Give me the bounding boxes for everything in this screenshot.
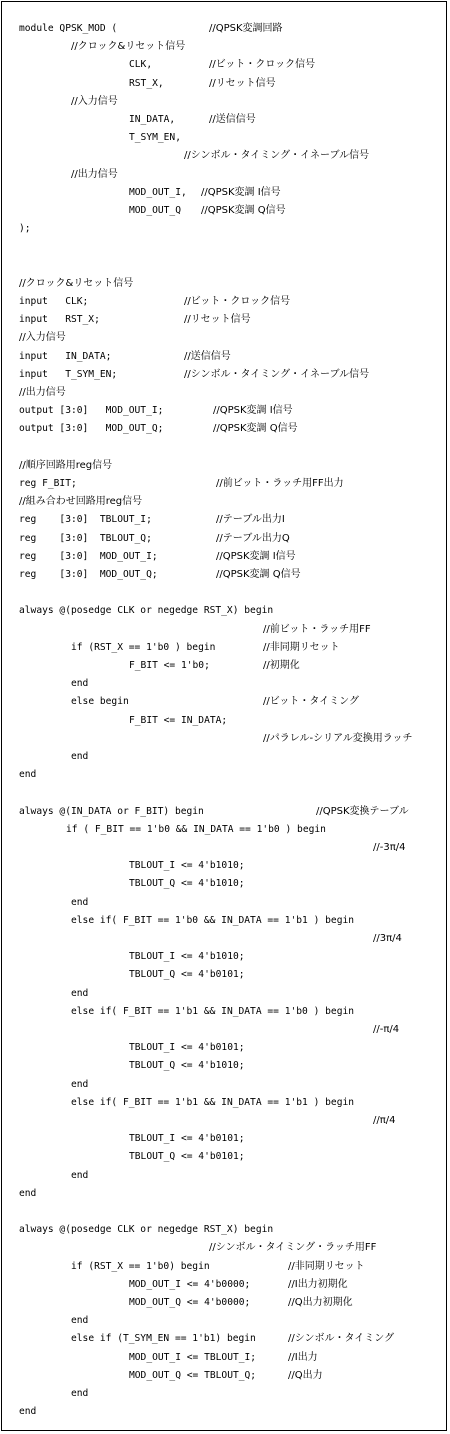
code-line [2,712,448,730]
code-line [2,129,448,147]
code-text: end [19,1406,37,1418]
code-line [2,1185,448,1203]
code-line [2,1312,448,1330]
code-text: RST_X, [129,77,164,89]
code-text: if (RST_X == 1'b0) begin [71,1260,210,1272]
code-comment: //シンボル・タイミング・ラッチ用FF [209,1242,377,1254]
code-text: reg [3:0] TBLOUT_Q; [19,532,152,544]
code-comment: //パラレル-シリアル変換用ラッチ [263,732,413,744]
code-line [2,1130,448,1148]
code-line [2,1039,448,1057]
code-line [2,548,448,566]
code-comment: //シンボル・タイミング・イネーブル信号 [184,368,370,380]
code-line [2,20,448,38]
code-line [2,966,448,984]
code-line [2,748,448,766]
code-text: output [3:0] MOD_OUT_I; [19,405,164,417]
code-comment: //送信信号 [209,114,256,125]
code-comment: //QPSK変調 Q信号 [213,423,298,435]
code-line [2,803,448,821]
code-line [2,184,448,202]
code-line [2,220,448,238]
code-line [2,311,448,329]
code-comment: //テーブル出力Q [216,532,290,544]
code-text: always @(posedge CLK or negedge RST_X) begin [19,605,274,617]
code-line [2,766,448,784]
code-line [2,1276,448,1294]
code-text: always @(IN_DATA or F_BIT) begin [19,805,204,817]
code-text: end [71,896,89,908]
code-comment: //QPSK変調回路 [209,23,283,34]
code-text: CLK, [129,59,153,71]
code-line [2,402,448,420]
code-text: input CLK; [19,296,89,307]
code-line [2,1112,448,1130]
code-text: output [3:0] MOD_OUT_Q; [19,423,164,435]
code-comment: //QPSK変調 I信号 [213,405,293,417]
code-comment: //初期化 [263,660,300,671]
code-line [2,1057,448,1075]
code-line [2,894,448,912]
code-text: MOD_OUT_Q [129,205,181,216]
code-text: else if (T_SYM_EN == 1'b1) begin [71,1333,256,1345]
code-comment: //入力信号 [19,332,66,344]
code-comment: //リセット信号 [209,77,276,89]
code-text: TBLOUT_I <= 4'b1010; [129,951,245,963]
code-line [2,584,448,602]
code-line [2,1258,448,1276]
code-text: MOD_OUT_Q <= 4'b0000; [129,1297,251,1308]
code-line [2,475,448,493]
code-line [2,439,448,457]
code-text: F_BIT <= 1'b0; [129,660,210,671]
code-comment: //非同期リセット [288,1260,365,1272]
code-line [2,1003,448,1021]
code-comment: //非同期リセット [263,641,340,653]
code-line [2,530,448,548]
code-line [2,329,448,347]
code-listing-frame [1,1,447,1431]
code-line [2,1385,448,1403]
code-comment: //リセット信号 [184,314,251,326]
code-line [2,1239,448,1257]
code-text: else if( F_BIT == 1'b1 && IN_DATA == 1'b1 ) begin [71,1096,355,1108]
code-text: TBLOUT_Q <= 4'b1010; [129,878,245,890]
code-line [2,348,448,366]
code-line [2,257,448,275]
code-text: end [19,769,37,781]
code-line [2,511,448,529]
code-text: input IN_DATA; [19,350,112,362]
code-text: always @(posedge CLK or negedge RST_X) begin [19,1224,274,1236]
code-line [2,857,448,875]
code-line [2,1076,448,1094]
code-line [2,293,448,311]
code-line [2,821,448,839]
code-line [2,147,448,165]
code-line [2,912,448,930]
code-text: else if( F_BIT == 1'b0 && IN_DATA == 1'b1 ) begin [71,914,355,926]
code-line [2,621,448,639]
code-text: reg [3:0] MOD_OUT_Q; [19,569,158,580]
code-comment: //入力信号 [71,95,118,107]
code-line [2,384,448,402]
code-text: TBLOUT_Q <= 4'b0101; [129,1151,245,1163]
code-line [2,1094,448,1112]
code-line [2,1294,448,1312]
code-line [2,985,448,1003]
code-line [2,1021,448,1039]
code-text: if (RST_X == 1'b0 ) begin [71,641,216,653]
code-line [2,1148,448,1166]
code-comment: //順序回路用reg信号 [19,459,113,471]
code-line [2,675,448,693]
code-line [2,930,448,948]
code-comment: //出力信号 [71,168,118,180]
code-comment: //ビット・クロック信号 [184,296,291,307]
code-text: reg F_BIT; [19,478,77,489]
code-line [2,457,448,475]
code-comment: //テーブル出力I [216,514,285,526]
code-text: end [71,987,89,999]
code-comment: //シンボル・タイミング・イネーブル信号 [184,150,370,162]
code-text: end [71,1315,89,1327]
code-text: end [71,751,89,762]
code-line [2,657,448,675]
code-line [2,1203,448,1221]
code-line [2,1403,448,1421]
code-line [2,1221,448,1239]
code-comment: //QPSK変換テーブル [316,805,409,817]
code-line [2,93,448,111]
code-line [2,784,448,802]
verilog-code-listing [2,2,448,1432]
code-text: TBLOUT_Q <= 4'b0101; [129,969,245,981]
code-comment: //QPSK変調 Q信号 [201,205,286,216]
code-text: else begin [71,696,129,708]
code-text: module QPSK_MOD ( [19,23,118,34]
code-comment: //クロック&リセット信号 [19,277,134,289]
code-comment: //ビット・クロック信号 [209,59,316,71]
code-line [2,1167,448,1185]
code-text: TBLOUT_Q <= 4'b1010; [129,1060,245,1072]
code-line [2,1349,448,1367]
code-comment: //送信信号 [184,350,231,362]
code-comment: //QPSK変調 Q信号 [216,569,301,580]
code-comment: //シンボル・タイミング [288,1333,395,1345]
code-line [2,493,448,511]
code-text: end [71,1169,89,1181]
code-line [2,602,448,620]
code-line [2,202,448,220]
code-line [2,238,448,256]
code-comment: //前ビット・ラッチ用FF出力 [216,478,344,489]
code-line [2,875,448,893]
code-line [2,693,448,711]
code-text: end [71,1078,89,1090]
code-comment: //Q出力 [288,1369,323,1381]
code-text: if ( F_BIT == 1'b0 && IN_DATA == 1'b0 ) begin [66,823,326,835]
code-comment: //QPSK変調 I信号 [201,186,281,198]
code-comment: //Q出力初期化 [288,1297,353,1308]
code-text: end [71,1388,89,1399]
code-comment: //前ビット・ラッチ用FF [263,623,371,635]
code-line [2,948,448,966]
code-comment: //I出力初期化 [288,1278,348,1290]
code-text: TBLOUT_I <= 4'b1010; [129,860,245,872]
code-comment: //-π/4 [373,1024,400,1035]
code-comment: //組み合わせ回路用reg信号 [19,496,143,508]
code-line [2,275,448,293]
code-text: TBLOUT_I <= 4'b0101; [129,1133,245,1145]
code-line [2,366,448,384]
code-text: input RST_X; [19,314,100,326]
code-line [2,420,448,438]
code-line [2,1367,448,1385]
code-line [2,166,448,184]
code-line [2,111,448,129]
code-comment: //ビット・タイミング [263,696,359,708]
code-comment: //出力信号 [19,387,66,398]
code-line [2,75,448,93]
code-text: end [19,1187,37,1199]
code-text: reg [3:0] MOD_OUT_I; [19,550,158,562]
code-text: else if( F_BIT == 1'b1 && IN_DATA == 1'b0 ) begin [71,1005,355,1017]
code-text: MOD_OUT_Q <= TBLOUT_Q; [129,1369,257,1381]
code-text: MOD_OUT_I, [129,186,187,198]
code-comment: //クロック&リセット信号 [71,41,186,53]
code-line [2,1330,448,1348]
code-text: MOD_OUT_I <= TBLOUT_I; [129,1351,257,1363]
code-line [2,639,448,657]
code-line [2,56,448,74]
code-text: ); [19,223,31,235]
code-text: F_BIT <= IN_DATA; [129,714,228,726]
code-text: reg [3:0] TBLOUT_I; [19,514,152,526]
code-comment: //3π/4 [373,933,402,944]
code-text: input T_SYM_EN; [19,368,118,380]
code-line [2,38,448,56]
code-text: TBLOUT_I <= 4'b0101; [129,1042,245,1054]
code-text: T_SYM_EN, [129,132,181,144]
code-comment: //-3π/4 [373,842,406,853]
code-line [2,566,448,584]
code-line [2,730,448,748]
code-comment: //I出力 [288,1351,318,1363]
code-line [2,839,448,857]
code-comment: //π/4 [373,1115,396,1126]
code-text: IN_DATA, [129,114,176,125]
code-text: end [71,678,89,690]
code-comment: //QPSK変調 I信号 [216,550,296,562]
code-text: MOD_OUT_I <= 4'b0000; [129,1278,251,1290]
